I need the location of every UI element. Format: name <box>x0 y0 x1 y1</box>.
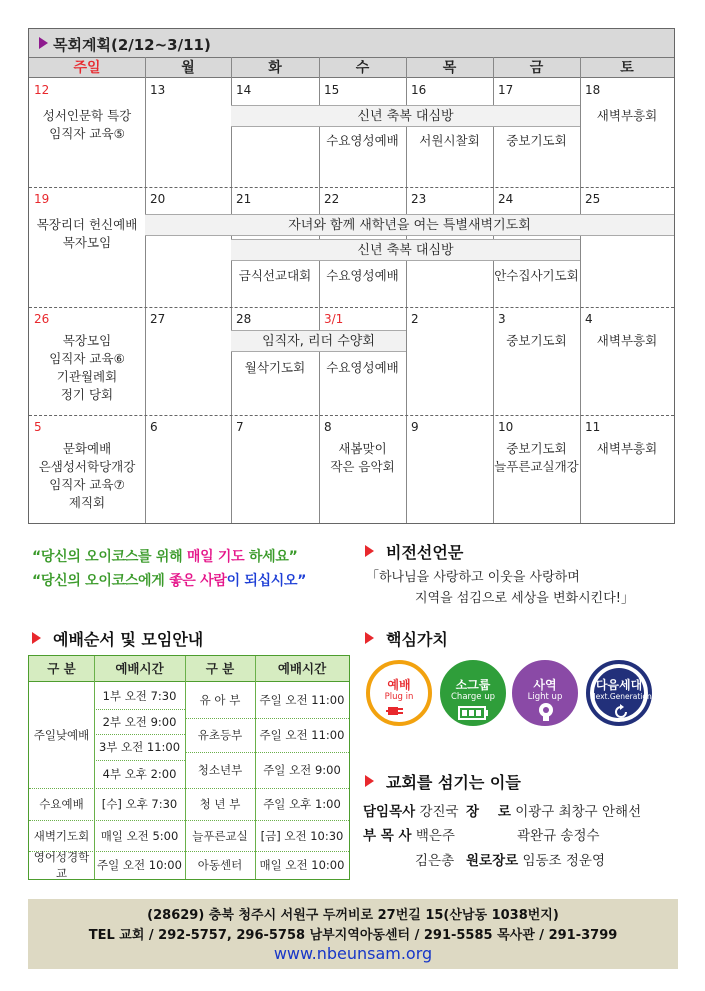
event-fri: 중보기도회 <box>506 133 567 148</box>
day-header-mon: 월 <box>145 57 231 78</box>
event-fri: 안수집사기도회 <box>494 268 579 283</box>
website-link[interactable]: www.nbeunsam.org <box>273 944 433 963</box>
event-wed: 새봄맞이 작은 음악회 <box>330 441 395 474</box>
group-time: 주일 오전 11:00 <box>259 728 345 742</box>
service-name: 영어성경학교 <box>33 850 90 880</box>
event-sat: 새벽부흥회 <box>596 108 658 123</box>
triangle-bullet-icon <box>365 545 374 557</box>
event-sunday: 성서인문학 특강 임직자 교육⑤ <box>42 108 132 141</box>
group-name: 아동센터 <box>197 858 243 872</box>
vision-heading: 비전선언문 <box>365 540 463 563</box>
core-value-small-group: 소그룹 Charge up <box>440 660 506 726</box>
triangle-bullet-icon <box>39 37 48 49</box>
event-sunday: 목장모임 임직자 교육⑥ 기관월례회 정기 당회 <box>49 333 125 402</box>
footer-phone: TEL 교회 / 292-5757, 296-5758 남부지역아동센터 / 291-5585 목사관 / 291-3799 <box>88 928 618 943</box>
associate-pastor-2: 김은총 <box>415 853 455 869</box>
slogan-prayer: “당신의 오이코스를 위해 매일 기도 하세요” <box>32 549 298 565</box>
service-time: 2부 오전 9:00 <box>102 714 177 729</box>
triangle-bullet-icon <box>32 632 41 644</box>
service-time: 주일 오전 10:00 <box>97 858 182 872</box>
date-cell: 18 <box>585 83 601 97</box>
battery-icon <box>458 706 490 720</box>
core-value-worship: 예배 Plug in <box>366 660 432 726</box>
date-cell: 24 <box>498 192 514 206</box>
event-wed: 수요영성예배 <box>326 268 399 283</box>
calendar-title: 목회계획(2/12~3/11) <box>53 36 211 54</box>
event-wed: 수요영성예배 <box>326 133 399 148</box>
date-cell: 28 <box>236 312 252 326</box>
date-cell: 26 <box>34 312 50 326</box>
core-values-heading: 핵심가치 <box>365 627 448 650</box>
date-cell: 25 <box>585 192 601 206</box>
date-cell: 4 <box>585 312 593 326</box>
event-band: 신년 축복 대심방 <box>231 105 580 127</box>
monthly-calendar <box>28 28 675 524</box>
triangle-bullet-icon <box>365 632 374 644</box>
date-cell: 11 <box>585 420 601 434</box>
date-cell: 6 <box>150 420 158 434</box>
event-sat: 새벽부흥회 <box>596 441 658 456</box>
date-cell: 15 <box>324 83 340 97</box>
day-header-sun: 주일 <box>29 57 145 78</box>
service-name: 수요예배 <box>39 797 84 811</box>
date-cell: 9 <box>411 420 419 434</box>
date-cell: 2 <box>411 312 419 326</box>
group-name: 유 아 부 <box>199 693 241 707</box>
event-tue: 월삭기도회 <box>244 360 306 375</box>
service-time: 3부 오전 11:00 <box>98 740 181 754</box>
event-thu: 서원시찰회 <box>419 133 480 148</box>
service-time: [수] 오후 7:30 <box>101 797 178 811</box>
elders-2: 곽완규 송정수 <box>517 828 600 844</box>
event-sunday: 목장리더 헌신예배 목자모임 <box>36 217 138 250</box>
event-sunday: 문화예배 은샘성서학당개강 임직자 교육⑦ 제직회 <box>38 441 136 510</box>
calendar-title-bar <box>29 29 674 57</box>
group-name: 늘푸른교실 <box>192 828 248 843</box>
date-cell: 21 <box>236 192 252 206</box>
date-cell: 3/1 <box>324 312 344 326</box>
col-header: 예배시간 <box>255 656 349 682</box>
day-header-fri: 금 <box>493 57 580 78</box>
group-time: 매일 오전 10:00 <box>259 858 345 872</box>
day-header-wed: 수 <box>319 57 406 78</box>
plug-icon <box>386 704 414 718</box>
footer-address: (28629) 충북 청주시 서원구 두꺼비로 27번길 15(산남동 1038번지) <box>147 908 559 923</box>
honorary-elders: 원로장로 임동조 정운영 <box>466 853 606 869</box>
date-cell: 17 <box>498 83 514 97</box>
schedule-heading: 예배순서 및 모임안내 <box>32 627 203 650</box>
date-cell: 12 <box>34 83 50 97</box>
group-time: 주일 오전 9:00 <box>263 763 341 777</box>
date-cell: 19 <box>34 192 50 206</box>
day-header-sat: 토 <box>580 57 674 78</box>
date-cell: 3 <box>498 312 506 326</box>
event-fri: 중보기도회 <box>506 333 567 348</box>
event-band: 신년 축복 대심방 <box>231 239 580 261</box>
associate-pastors: 부 목 사 백은주 <box>363 828 455 844</box>
date-cell: 5 <box>34 420 42 434</box>
group-time: 주일 오후 1:00 <box>263 797 341 811</box>
date-cell: 7 <box>236 420 244 434</box>
refresh-icon <box>612 703 630 721</box>
date-cell: 20 <box>150 192 166 206</box>
vision-line-2: 지역을 섬김으로 세상을 변화시킨다!」 <box>415 591 634 606</box>
event-band: 임직자, 리더 수양회 <box>231 330 406 352</box>
service-name: 새벽기도회 <box>33 828 90 843</box>
worship-schedule-table <box>28 655 350 880</box>
service-time: 매일 오전 5:00 <box>100 828 179 843</box>
footer <box>28 899 678 969</box>
day-header-tue: 화 <box>231 57 319 78</box>
group-name: 유초등부 <box>197 728 243 742</box>
service-time: 1부 오전 7:30 <box>102 688 177 703</box>
date-cell: 16 <box>411 83 427 97</box>
group-name: 청소년부 <box>197 763 243 777</box>
date-cell: 14 <box>236 83 252 97</box>
date-cell: 22 <box>324 192 340 206</box>
event-fri: 중보기도회 늘푸른교실개강 <box>494 441 579 474</box>
triangle-bullet-icon <box>365 775 374 787</box>
vision-line-1: 「하나님을 사랑하고 이웃을 사랑하며 <box>366 570 580 585</box>
service-time: 4부 오후 2:00 <box>102 767 177 781</box>
group-name: 청 년 부 <box>199 797 241 811</box>
lightbulb-icon <box>537 702 555 722</box>
slogan-good-person: “당신의 오이코스에게 좋은 사람이 되십시오” <box>32 573 307 589</box>
col-header: 구 분 <box>29 656 94 682</box>
event-sat: 새벽부흥회 <box>596 333 658 348</box>
core-value-ministry: 사역 Light up <box>512 660 578 726</box>
event-wed: 수요영성예배 <box>326 360 399 375</box>
date-cell: 10 <box>498 420 514 434</box>
col-header: 구 분 <box>185 656 255 682</box>
group-time: [금] 오전 10:30 <box>260 828 344 843</box>
day-header-thu: 목 <box>406 57 493 78</box>
sunday-service-label: 주일낮예배 <box>33 728 90 742</box>
date-cell: 13 <box>150 83 166 97</box>
date-cell: 27 <box>150 312 166 326</box>
date-cell: 23 <box>411 192 427 206</box>
elders: 장 로 이광구 최창구 안해선 <box>466 804 642 820</box>
col-header: 예배시간 <box>94 656 185 682</box>
event-band: 자녀와 함께 새학년을 여는 특별새벽기도회 <box>145 214 674 236</box>
leaders-heading: 교회를 섬기는 이들 <box>365 770 521 793</box>
group-time: 주일 오전 11:00 <box>259 693 345 707</box>
senior-pastor: 담임목사 강진국 <box>363 804 459 820</box>
date-cell: 8 <box>324 420 332 434</box>
event-tue: 금식선교대회 <box>238 268 312 283</box>
core-value-next-generation: 다음세대 Next.Generation <box>586 660 652 726</box>
